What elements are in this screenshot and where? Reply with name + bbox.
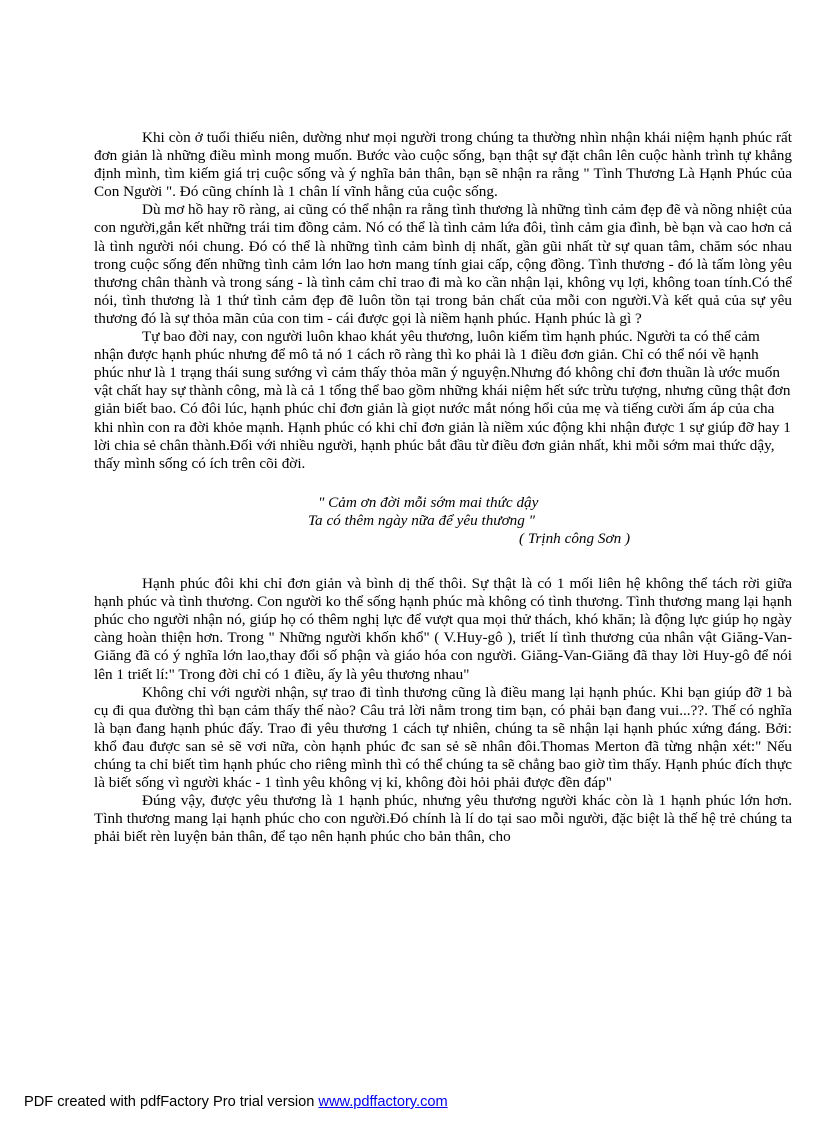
quote-line-1: " Cảm ơn đời mỗi sớm mai thức dậy	[318, 493, 539, 511]
quote-line-2: Ta có thêm ngày nữa để yêu thương "	[308, 511, 536, 529]
paragraph-conclusion: Đúng vậy, được yêu thương là 1 hạnh phúc, nhưng yêu thương người khác còn là 1 hạnh phúc lớn hơn. Tình thương mang lại hạnh phúc cho con người.Đó chính là lí do tại sao mỗi người, đặc biệt là thế hệ trẻ chúng ta phải biết rèn luyện bản thân, để tạo nên hạnh phúc cho bản thân, cho	[94, 792, 792, 846]
footer-link[interactable]: www.pdffactory.com	[318, 1094, 448, 1110]
paragraph-intro: Khi còn ở tuổi thiếu niên, dường như mọi người trong chúng ta thường nhìn nhận khái niệm hạnh phúc rất đơn giản là những điều mình mong muốn. Bước vào cuộc sống, bạn thật sự đặt chân lên cuộc hành trình tự khẳng định mình, tìm kiếm giá trị cuộc sống và ý nghĩa bản thân, bạn sẽ nhận ra rằng " Tình Thương Là Hạnh Phúc của Con Người ". Đó cũng chính là 1 chân lí vĩnh hằng của cuộc sống.	[94, 129, 792, 201]
pdf-footer	[24, 1094, 448, 1110]
footer-text: PDF created with pdfFactory Pro trial version	[24, 1094, 319, 1110]
poem-quote	[94, 494, 792, 548]
paragraph-happiness: Tự bao đời nay, con người luôn khao khát yêu thương, luôn kiếm tìm hạnh phúc. Người ta có thể cảm nhận được hạnh phúc nhưng để mô tả nó 1 cách rõ ràng thì ko phải là 1 điều đơn giản. Chỉ có thể nói về hạnh phúc như là 1 trạng thái sung sướng vì cảm thấy thỏa mãn ý nguyện.Nhưng đó không chỉ đơn thuần là ước muốn vật chất hay sự thành công, mà là cả 1 tổng thể bao gồm những khái niệm hết sức trừu tượng, nhưng cũng thật đơn giản biết bao. Có đôi lúc, hạnh phúc chỉ đơn giản là giọt nước mắt nóng hổi của mẹ và tiếng cười ấm áp của cha khi nhìn con ra đời khỏe mạnh. Hạnh phúc có khi chỉ đơn giản là niềm xúc động khi nhận được 1 sự giúp đỡ hay 1 lời chia sẻ chân thành.Đối với nhiều người, hạnh phúc bắt đầu từ điều đơn giản nhất, khi mỗi sớm mai thức dậy, thấy mình sống có ích trên cõi đời.	[94, 328, 791, 472]
paragraph-giving: Không chỉ với người nhận, sự trao đi tình thương cũng là điều mang lại hạnh phúc. Khi bạn giúp đỡ 1 bà cụ đi qua đường thì bạn cảm thấy thế nào? Câu trả lời nằm trong tim bạn, có phải bạn đang vui...??. Thế có nghĩa là bạn đang hạnh phúc đấy. Trao đi yêu thương 1 cách tự nhiên, chúng ta sẽ nhận lại hạnh phúc xứng đáng. Bởi: khổ đau được san sẻ sẽ vơi nữa, còn hạnh phúc đc san sẻ sẽ nhân đôi.Thomas Merton đã từng nhận xét:" Nếu chúng ta chỉ biết tìm hạnh phúc cho riêng mình thì có thể chúng ta sẽ chẳng bao giờ tìm thấy. Hạnh phúc đích thực là biết sống vì người khác - 1 tình yêu không vị kỉ, không đòi hỏi phải được đền đáp"	[94, 683, 792, 792]
paragraph-connection: Hạnh phúc đôi khi chỉ đơn giản và bình dị thế thôi. Sự thật là có 1 mối liên hệ không thể tách rời giữa hạnh phúc và tình thương. Con người ko thể sống hạnh phúc mà không có tình thương. Tình thương mang lại hạnh phúc cho người nhận nó, giúp họ có thêm nghị lực để vượt qua mọi thử thách, khó khăn; là động lực giúp họ ngày càng hoàn thiện hơn. Trong " Những người khốn khổ" ( V.Huy-gô ), triết lí tình thương của nhân vật Giăng-Van-Giăng đã có ý nghĩa lớn lao,thay đổi số phận và giáo hóa con người. Giăng-Van-Giăng đã thay lời Huy-gô để nói lên 1 triết lí:" Trong đời chỉ có 1 điều, ấy là yêu thương nhau"	[94, 575, 792, 683]
document-body	[94, 129, 792, 846]
paragraph-definition: Dù mơ hồ hay rõ ràng, ai cũng có thể nhận ra rằng tình thương là những tình cảm đẹp đẽ và nồng nhiệt của con người,gắn kết những trái tim đồng cảm. Nó có thể là tình cảm lứa đôi, tình cảm gia đình, bè bạn và cao hơn cả là tình người nói chung. Đó có thể là những tình cảm bình dị nhất, gần gũi nhất từ sự quan tâm, chăm sóc nhau trong cuộc sống đến những tình cảm lớn lao hơn mang tính giai cấp, cộng đồng. Tình thương - đó là tấm lòng yêu thương chân thành và trong sáng - là tình cảm chỉ trao đi mà ko cần nhận lại, không vụ lợi, không toan tính.Có thể nói, tình thương là 1 thứ tình cảm đẹp đẽ luôn tồn tại trong bản chất của mỗi con người.Và kết quả của sự yêu thương đó là sự thỏa mãn của con tim - cái được gọi là niềm hạnh phúc. Hạnh phúc là gì ?	[94, 201, 792, 327]
quote-attribution: ( Trịnh công Sơn )	[519, 529, 631, 547]
